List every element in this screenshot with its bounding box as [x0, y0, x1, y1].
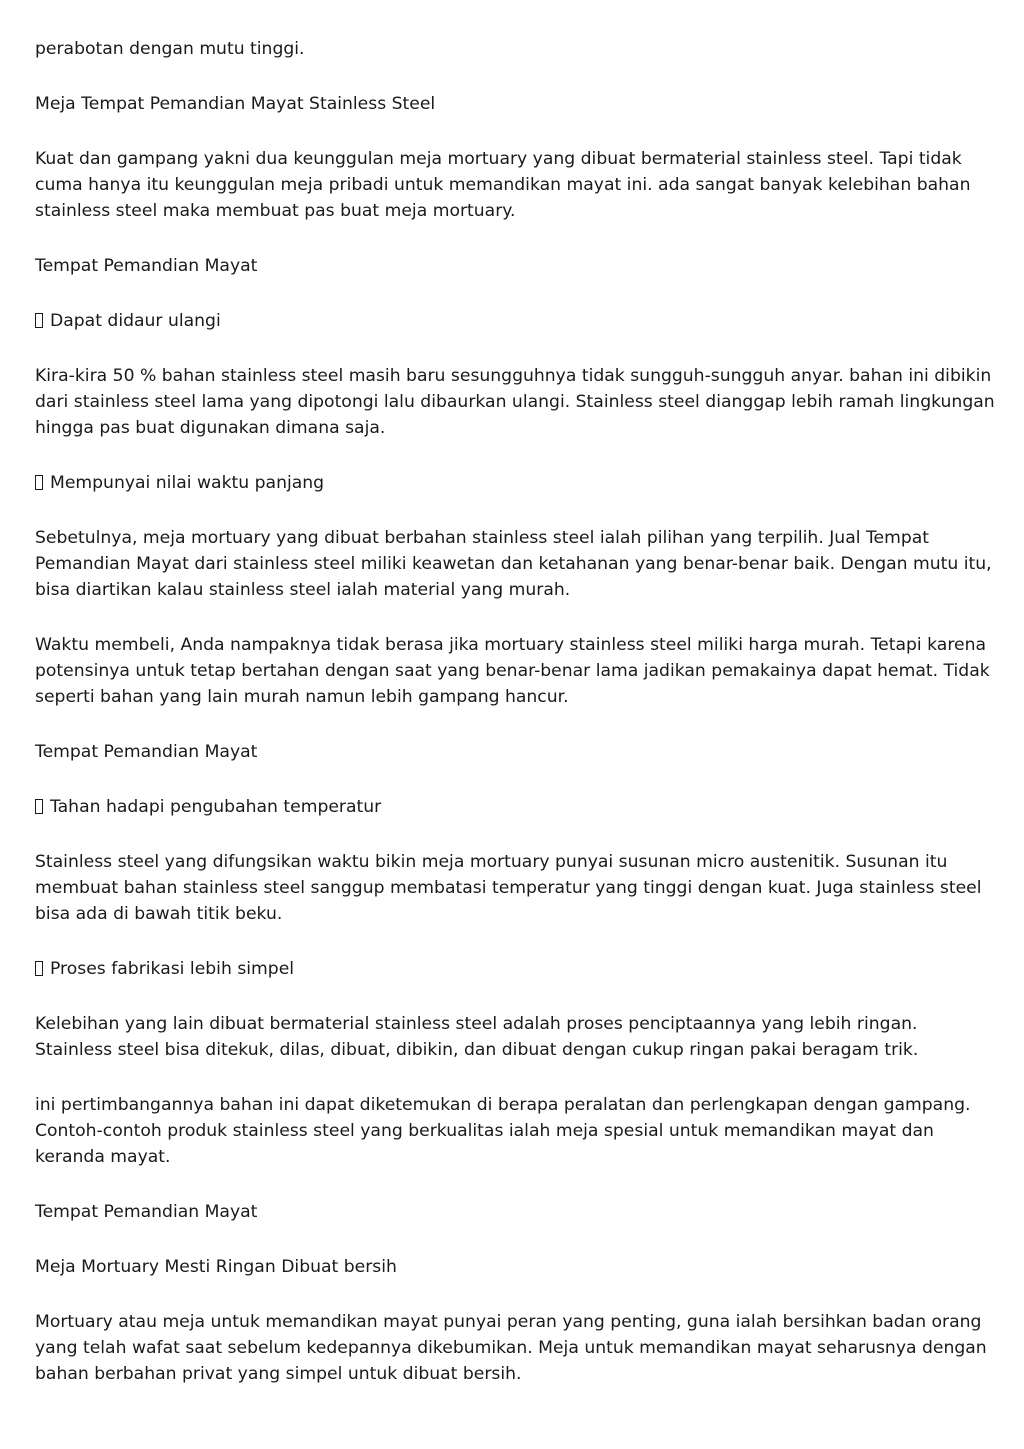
paragraph-examples: ini pertimbangannya bahan ini dapat diketemukan di berapa peralatan dan perlengkapan dengan gampang. Contoh-contoh produk stainless steel yang berkualitas ialah meja spesial untuk memandikan mayat dan keranda mayat.: [35, 1095, 971, 1167]
subheading-tempat-pemandian: Tempat Pemandian Mayat: [35, 256, 258, 276]
subheading-tempat-pemandian: Tempat Pemandian Mayat: [35, 742, 258, 762]
section-heading-easy-clean: Meja Mortuary Mesti Ringan Dibuat bersih: [35, 1257, 397, 1277]
bullet-item-label: Tahan hadapi pengubahan temperatur: [50, 797, 382, 817]
missing-glyph-box-icon: [35, 961, 43, 976]
bullet-item-fabrication: [35, 956, 995, 982]
paragraph-purchase-value: Waktu membeli, Anda nampaknya tidak berasa jika mortuary stainless steel miliki harga murah. Tetapi karena potensinya untuk tetap bertahan dengan saat yang benar-benar lama jadikan pemakainya dapat hemat. Tidak seperti bahan yang lain murah namun lebih gampang hancur.: [35, 635, 990, 707]
bullet-item-label: Proses fabrikasi lebih simpel: [50, 959, 295, 979]
paragraph-intro-fragment: perabotan dengan mutu tinggi.: [35, 39, 305, 59]
bullet-item-temperature: [35, 794, 995, 820]
missing-glyph-box-icon: [35, 799, 43, 814]
paragraph-recycled-content: Kira-kira 50 % bahan stainless steel masih baru sesungguhnya tidak sungguh-sungguh anyar. bahan ini dibikin dari stainless steel lama yang dipotongi lalu dibaurkan ulangi. Stainless steel dianggap lebih ramah lingkungan hingga pas buat digunakan dimana saja.: [35, 366, 995, 438]
bullet-item-label: Dapat didaur ulangi: [50, 311, 221, 331]
paragraph-austenitic: Stainless steel yang difungsikan waktu bikin meja mortuary punyai susunan micro austenitik. Susunan itu membuat bahan stainless steel sanggup membatasi temperatur yang tinggi dengan kuat. Juga stainless steel bisa ada di bawah titik beku.: [35, 852, 982, 924]
subheading-tempat-pemandian: Tempat Pemandian Mayat: [35, 1202, 258, 1222]
paragraph-strong-and-easy: Kuat dan gampang yakni dua keunggulan meja mortuary yang dibuat bermaterial stainless steel. Tapi tidak cuma hanya itu keunggulan meja pribadi untuk memandikan mayat ini. ada sangat banyak kelebihan bahan stainless steel maka membuat pas buat meja mortuary.: [35, 149, 971, 221]
paragraph-fabrication: Kelebihan yang lain dibuat bermaterial stainless steel adalah proses penciptaannya yang lebih ringan. Stainless steel bisa ditekuk, dilas, dibuat, dibikin, dan dibuat dengan cukup ringan pakai beragam trik.: [35, 1014, 919, 1060]
paragraph-durability: Sebetulnya, meja mortuary yang dibuat berbahan stainless steel ialah pilihan yang terpilih. Jual Tempat Pemandian Mayat dari stainless steel miliki keawetan dan ketahanan yang benar-benar baik. Dengan mutu itu, bisa diartikan kalau stainless steel ialah material yang murah.: [35, 528, 992, 600]
section-heading-stainless-table: Meja Tempat Pemandian Mayat Stainless Steel: [35, 94, 436, 114]
missing-glyph-box-icon: [35, 475, 43, 490]
document-body: [35, 36, 995, 1416]
bullet-item-recyclable: [35, 308, 995, 334]
paragraph-mortuary-role: Mortuary atau meja untuk memandikan mayat punyai peran yang penting, guna ialah bersihkan badan orang yang telah wafat saat sebelum kedepannya dikebumikan. Meja untuk memandikan mayat seharusnya dengan bahan berbahan privat yang simpel untuk dibuat bersih.: [35, 1312, 987, 1384]
bullet-item-long-lasting: [35, 470, 995, 496]
bullet-item-label: Mempunyai nilai waktu panjang: [50, 473, 325, 493]
missing-glyph-box-icon: [35, 313, 43, 328]
